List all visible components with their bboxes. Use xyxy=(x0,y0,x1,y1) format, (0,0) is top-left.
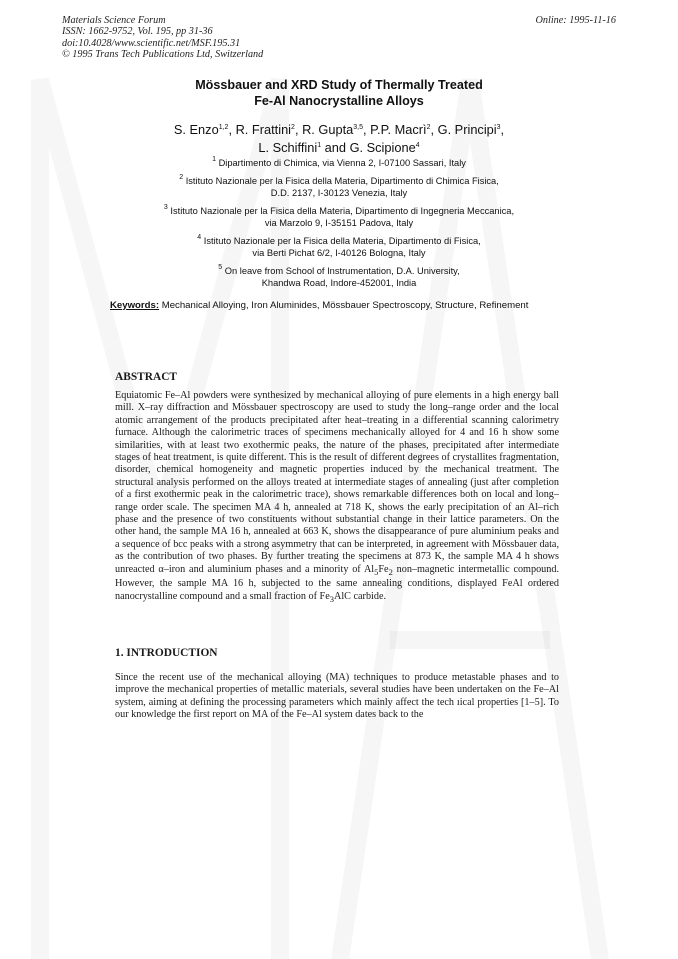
abstract-text: carbide. xyxy=(350,590,387,602)
affiliation xyxy=(0,265,678,290)
affiliation-line: Dipartimento di Chimica, via Vienna 2, I-07100 Sassari, Italy xyxy=(218,158,466,168)
author-name: G. Principi xyxy=(437,122,497,137)
introduction-body: Since the recent use of the mechanical alloying (MA) techniques to produce metastable phases and to improve the mechanical properties of metallic materials, several studies have been undertaken on the Fe–Al system, aiming at defining the processing parameters which mainly affect the tech ıical properties [1–5]. To our knowledge the first report on MA of the Fe–Al system dates back to the xyxy=(115,672,559,721)
formula-text: Al xyxy=(363,563,375,575)
author-affil-ref: 1,2 xyxy=(218,124,229,131)
affiliation xyxy=(0,175,678,200)
journal-issn: ISSN: 1662-9752, Vol. 195, pp 31-36 xyxy=(62,26,213,38)
author-line-2: L. Schiffini$^1$ and G. Scipione$^4$ xyxy=(258,139,420,155)
abstract-text: non–magnetic intermetallic compound. However, the sample MA 16 h, subjected to the same annealing conditions, displayed FeAl ordered nanocrystalline compound and a small fraction of xyxy=(115,563,559,602)
author-name: P.P. Macrì xyxy=(370,122,427,137)
keywords-text: Mechanical Alloying, Iron Aluminides, Mössbauer Spectroscopy, Structure, Refinement xyxy=(161,300,529,311)
affiliation-line: Istituto Nazionale per la Fisica della Materia, Dipartimento di Fisica, xyxy=(203,235,481,246)
formula-subscript: 2 xyxy=(388,566,393,577)
affiliation-line: Istituto Nazionale per la Fisica della Materia, Dipartimento di Chimica Fisica, xyxy=(185,175,499,186)
abstract-heading: ABSTRACT xyxy=(115,371,178,383)
affiliation-line: via Marzolo 9, I-35151 Padova, Italy xyxy=(264,218,414,228)
title-line-2: Fe-Al Nanocrystalline Alloys xyxy=(254,93,424,108)
author-line-1: S. Enzo$^{1,2}$, R. Frattini$^2$, R. Gupta$^{3,5}$, P.P. Macrì$^2$, G. Principi$^3$, xyxy=(173,122,505,137)
abstract-body xyxy=(115,390,559,605)
author-affil-ref: 2 xyxy=(291,124,295,131)
journal-header xyxy=(62,15,263,61)
affiliation xyxy=(0,235,678,260)
formula-subscript: 3 xyxy=(329,593,334,604)
author-affil-ref: 3,5 xyxy=(353,124,364,131)
author-affil-ref: 2 xyxy=(426,124,431,131)
affiliation-line: Khandwa Road, Indore-452001, India xyxy=(261,278,417,288)
affiliation xyxy=(0,205,678,230)
affiliation-number: 4 xyxy=(197,233,202,241)
title-line-1: Mössbauer and XRD Study of Thermally Treated xyxy=(195,78,483,92)
affiliation-number: 5 xyxy=(218,263,223,271)
introduction-heading: 1. INTRODUCTION xyxy=(115,647,218,659)
doi-link[interactable]: doi:10.4028/www.scientific.net/MSF.195.31 xyxy=(62,37,241,49)
affiliation xyxy=(0,157,678,170)
formula-text: AlC xyxy=(333,590,351,602)
affiliation-line: On leave from School of Instrumentation, D.A. University, xyxy=(224,265,460,276)
paper-title xyxy=(0,78,678,109)
keywords-label: Keywords: xyxy=(110,300,160,311)
formula-text: Fe xyxy=(378,563,389,575)
author-name: S. Enzo xyxy=(173,122,219,137)
affiliation-number: 2 xyxy=(179,173,184,181)
affiliation-number: 3 xyxy=(163,203,168,211)
keywords-line xyxy=(110,300,528,311)
author-name: G. Scipione xyxy=(349,139,416,155)
affiliation-number: 1 xyxy=(212,156,216,163)
affiliation-list xyxy=(0,157,678,295)
journal-name: Materials Science Forum xyxy=(62,15,166,26)
author-name: R. Frattini xyxy=(235,122,292,137)
author-list xyxy=(0,121,678,156)
author-affil-ref: 1 xyxy=(317,141,322,149)
affiliation-line: D.D. 2137, I-30123 Venezia, Italy xyxy=(270,188,408,198)
abstract-text: Equiatomic Fe–Al powders were synthesized by mechanical alloying of pure elements in a high energy ball mill. X–ray diffraction and Mössbauer spectroscopy are used to study the long–range order and the local atomic arrangement of the products precipitated after heat–treating in a differential scanning calorimetry furnace. Although the calorimetric traces of specimens mechanically alloyed for 4 and 16 h show some similarities, with at least two exothermic peaks, the nature of the phases, precipitated after intermediate stages of heat treatment, is quite different. This is the result of different degrees of crystallites fragmentation, disorder, chemical homogeneity and magnetic properties induced by the mechanical treatment. The structural analysis performed on the alloys treated at intermediate stages of annealing (just after completion of a first exothermic peak in the calorimetric trace), shows remarkable differences both on local and long–range order scale. The specimen MA 4 h, annealed at 718 K, shows the early precipitation of an Al–rich phase and the presence of two constituents without substantial change in their lattice parameters. On the other hand, the sample MA 16 h, annealed at 663 K, shows the disappearance of pure aluminium peaks and a sequence of bcc peaks with a strong asymmetry that can be interpreted, in agreement with Mössbauer data, as the contribution of two phases. By further treating the specimens at 873 K, the sample MA 4 h shows unreacted α–iron and aluminium phases and a minority of xyxy=(115,390,559,575)
author-affil-ref: 4 xyxy=(415,141,420,149)
formula-subscript: 5 xyxy=(374,566,379,577)
author-affil-ref: 3 xyxy=(496,124,501,131)
formula-text: Fe xyxy=(319,590,330,602)
copyright-notice: © 1995 Trans Tech Publications Ltd, Switzerland xyxy=(62,49,264,61)
affiliation-line: Istituto Nazionale per la Fisica della Materia, Dipartimento di Ingegneria Meccanica, xyxy=(170,205,515,216)
author-name: L. Schiffini xyxy=(258,139,318,155)
author-name: R. Gupta xyxy=(302,122,354,137)
online-date: Online: 1995-11-16 xyxy=(535,15,616,26)
affiliation-line: via Berti Pichat 6/2, I-40126 Bologna, Italy xyxy=(252,248,426,258)
